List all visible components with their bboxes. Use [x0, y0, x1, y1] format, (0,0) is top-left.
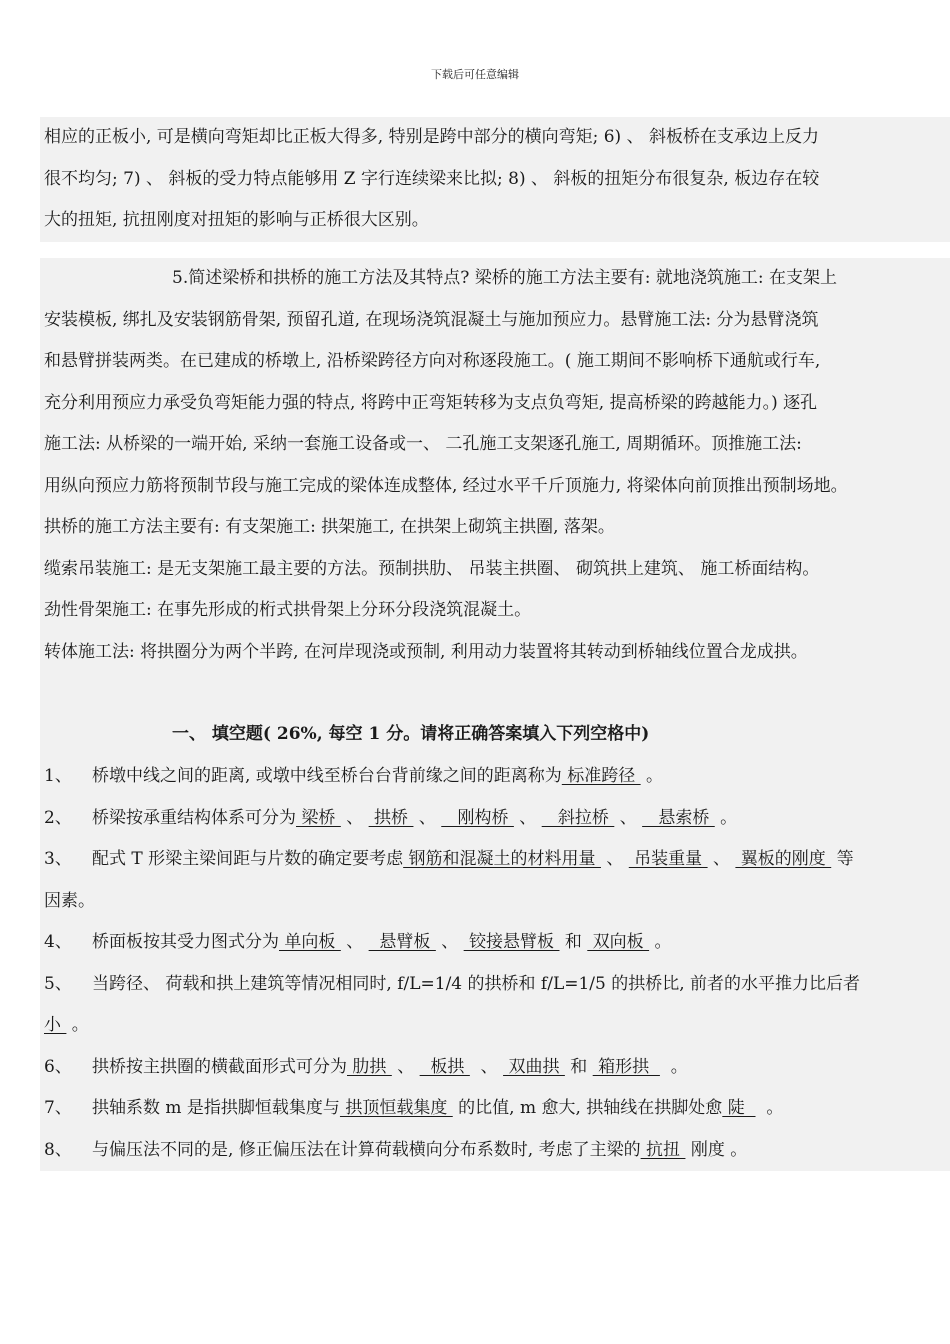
question-1: [40, 756, 950, 798]
answer: 翼板的刚度: [735, 849, 832, 869]
answer: 抗扭: [640, 1139, 686, 1160]
answer: 双向板: [587, 932, 650, 952]
question-text: 刚度 。: [685, 1139, 748, 1160]
question-text: 配式 T 形梁主梁间距与片数的确定要考虑: [92, 849, 404, 869]
answer: 悬臂板: [368, 932, 436, 952]
separator: 、: [513, 807, 542, 828]
separator: 、: [340, 932, 369, 952]
answer: 单向板: [279, 932, 341, 952]
question-text: 当跨径、 荷载和拱上建筑等情况相同时, f/L=1/4 的拱桥和 f/L=1/5 的拱桥比, 前者的水平推力比后者: [92, 973, 861, 994]
question-3: [40, 839, 950, 881]
page-header: 下载后可任意编辑: [431, 68, 519, 81]
question-number: 1、: [44, 766, 72, 786]
paragraph-line: 安装模板, 绑扎及安装钢筋骨架, 预留孔道, 在现场浇筑混凝土与施加预应力。悬臂施工法: 分为悬臂浇筑: [44, 309, 819, 330]
answer: 悬索桥: [642, 807, 715, 828]
separator: 、: [435, 932, 464, 952]
question-text: 。: [66, 1015, 89, 1035]
question-text: 拱轴系数 m 是指拱脚恒载集度与: [92, 1098, 340, 1118]
question-4: [40, 922, 950, 964]
question-text: 与偏压法不同的是, 修正偏压法在计算荷载横向分布系数时, 考虑了主梁的: [92, 1139, 641, 1160]
question-number: 6、: [44, 1056, 72, 1077]
spacer: [40, 673, 950, 713]
question-7: [40, 1088, 950, 1130]
question-number: 5、: [44, 973, 72, 994]
answer: 标准跨径: [561, 766, 641, 786]
paragraph-line: 劲性骨架施工: 在事先形成的桁式拱骨架上分环分段浇筑混凝土。: [44, 600, 532, 620]
paragraph-line: 拱桥的施工方法主要有: 有支架施工: 拱架施工, 在拱架上砌筑主拱圈, 落架。: [44, 517, 615, 537]
question-text: 桥面板按其受力图式分为: [92, 932, 279, 952]
answer: 斜拉桥: [541, 807, 615, 828]
question-6: [40, 1047, 950, 1089]
answer: 刚构桥: [441, 807, 514, 828]
question-3-continued: 因素。: [44, 890, 95, 911]
answer: 吊装重量: [628, 849, 708, 869]
paragraph-line: 充分利用预应力承受负弯矩能力强的特点, 将跨中正弯矩转移为支点负弯矩, 提高桥梁的跨越能力。) 逐孔: [44, 392, 818, 413]
separator: 、: [391, 1056, 420, 1077]
question-text: 。: [649, 932, 672, 952]
separator: 、: [340, 807, 369, 828]
paragraph-line: 相应的正板小, 可是横向弯矩却比正板大得多, 特别是跨中部分的横向弯矩; 6) 、 斜板桥在支承边上反力: [44, 127, 820, 147]
paragraph-line: 大的扭矩, 抗扭刚度对扭矩的影响与正桥很大区别。: [44, 210, 429, 230]
question-text: 桥梁按承重结构体系可分为: [92, 807, 296, 828]
paragraph-line: 和悬臂拼装两类。在已建成的桥墩上, 沿桥梁跨径方向对称逐段施工。( 施工期间不影响桥下通航或行车,: [44, 351, 821, 371]
answer: 铰接悬臂板: [463, 932, 560, 952]
separator: 和: [559, 932, 588, 952]
answer: 钢筋和混凝土的材料用量: [403, 849, 601, 869]
question-number: 7、: [44, 1098, 72, 1118]
section-title: 一、 填空题( 26%, 每空 1 分。请将正确答案填入下列空格中): [172, 724, 650, 744]
answer: 双曲拱: [503, 1056, 565, 1077]
paragraph-line: 转体施工法: 将拱圈分为两个半跨, 在河岸现浇或预制, 利用动力装置将其转动到桥轴线位置合龙成拱。: [44, 641, 808, 662]
question-number: 4、: [44, 932, 72, 952]
question-text: 的比值, m 愈大, 拱轴线在拱脚处愈: [452, 1098, 723, 1118]
question-text: 。: [755, 1098, 784, 1118]
question-text: 桥墩中线之间的距离, 或墩中线至桥台台背前缘之间的距离称为: [92, 766, 562, 786]
question-text: 等: [831, 849, 854, 869]
answer: 拱桥: [368, 807, 414, 828]
answer: 肋拱: [347, 1056, 392, 1077]
separator: 、: [614, 807, 643, 828]
separator: 、: [413, 807, 442, 828]
answer: 箱形拱: [592, 1056, 660, 1077]
question-number: 3、: [44, 849, 72, 869]
question-2: [40, 798, 950, 840]
question-8: [40, 1130, 950, 1172]
answer: 拱顶恒载集度: [339, 1098, 453, 1118]
paragraph-line: 用纵向预应力筋将预制节段与施工完成的梁体连成整体, 经过水平千斤顶施力, 将梁体向前顶推出预制场地。: [44, 475, 848, 496]
paragraph-line: 缆索吊装施工: 是无支架施工最主要的方法。预制拱肋、 吊装主拱圈、 砌筑拱上建筑、 施工桥面结构。: [44, 558, 820, 579]
separator: 、: [600, 849, 629, 869]
text-block-1: [40, 117, 950, 242]
answer: 小: [44, 1015, 67, 1035]
separator: 、: [707, 849, 736, 869]
separator: 、: [469, 1056, 504, 1077]
answer: 陡: [722, 1098, 756, 1118]
answer: 板拱: [419, 1056, 470, 1077]
question-text: 。: [640, 766, 664, 786]
separator: 和: [564, 1056, 593, 1077]
question-text: 。: [714, 807, 738, 828]
question-text: 拱桥按主拱圈的横截面形式可分为: [92, 1056, 347, 1077]
paragraph-line: 很不均匀; 7) 、 斜板的受力特点能够用 Z 字行连续梁来比拟; 8) 、 斜板的扭矩分布很复杂, 板边存在较: [44, 168, 820, 189]
question-5: [40, 964, 950, 1006]
question-number: 2、: [44, 807, 72, 828]
answer: 梁桥: [296, 807, 341, 828]
paragraph-line: 施工法: 从桥梁的一端开始, 采纳一套施工设备或一、 二孔施工支架逐孔施工, 周期循环。顶推施工法:: [44, 434, 802, 454]
text-block-2: [40, 258, 950, 1171]
question-text: 。: [659, 1056, 688, 1077]
paragraph-line: 5.简述梁桥和拱桥的施工方法及其特点? 梁桥的施工方法主要有: 就地浇筑施工: 在支架上: [172, 268, 837, 288]
question-number: 8、: [44, 1139, 72, 1160]
question-5-continued: [40, 1005, 950, 1047]
